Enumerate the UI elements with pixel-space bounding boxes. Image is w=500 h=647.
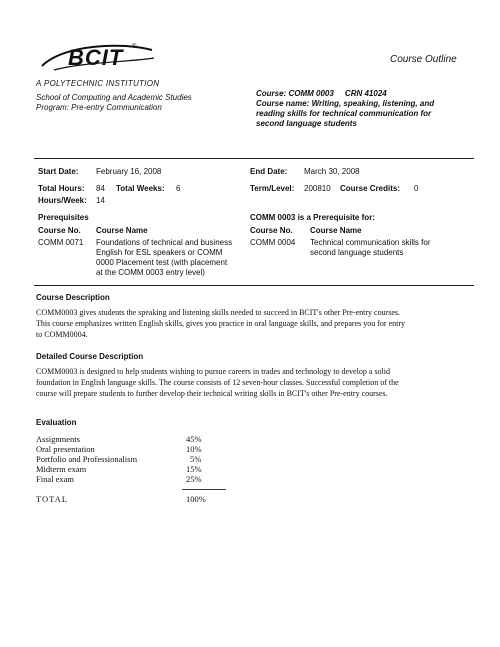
- course-description-line: COMM0003 gives students the speaking and listening skills needed to succeed in BCIT's other Pre-entry courses.: [36, 308, 401, 317]
- course-description-line: to COMM0004.: [36, 330, 88, 339]
- prereq-course-name-line: at the COMM 0003 entry level): [96, 268, 205, 277]
- course-name-line3: second language students: [256, 119, 357, 128]
- detailed-description-line: foundation in English language skills. The course consists of 12 seven-hour classes. Successful completion of the: [36, 378, 399, 387]
- prereq-for-course-name-line: Technical communication skills for: [310, 238, 431, 247]
- prereq-course-name: [96, 238, 246, 278]
- prerequisites-heading: Prerequisites: [38, 213, 89, 222]
- evaluation-item-pct: 5%: [190, 454, 202, 464]
- evaluation-heading: Evaluation: [36, 418, 77, 427]
- prereq-for-col-course-no: Course No.: [250, 226, 293, 235]
- evaluation-row: [36, 434, 236, 444]
- start-date-label: Start Date:: [38, 167, 79, 176]
- evaluation-item-pct: 25%: [186, 474, 202, 484]
- prereq-col-course-name: Course Name: [96, 226, 148, 235]
- course-name-line2: reading skills for technical communication for: [256, 109, 432, 118]
- evaluation-table: [36, 434, 236, 484]
- evaluation-row: [36, 474, 236, 484]
- prereq-for-course-name: [310, 238, 460, 258]
- evaluation-item-pct: 15%: [186, 464, 202, 474]
- evaluation-item-name: Oral presentation: [36, 444, 95, 454]
- evaluation-row: [36, 444, 236, 454]
- total-hours-value: 84: [96, 184, 105, 193]
- bcit-logo: [34, 40, 164, 76]
- prereq-for-course-name-line: second language students: [310, 248, 404, 257]
- end-date-label: End Date:: [250, 167, 288, 176]
- prereq-for-heading: COMM 0003 is a Prerequisite for:: [250, 213, 375, 222]
- prereq-course-name-line: 0000 Placement test (with placement: [96, 258, 228, 267]
- detailed-description-line: COMM0003 is designed to help students wishing to pursue careers in trades and technology to develop a solid: [36, 367, 390, 376]
- course-description-heading: Course Description: [36, 293, 110, 302]
- hours-week-label: Hours/Week:: [38, 196, 87, 205]
- evaluation-total-rule: [182, 489, 226, 490]
- hours-week-value: 14: [96, 196, 105, 205]
- evaluation-item-name: Portfolio and Professionalism: [36, 454, 138, 464]
- detailed-description-heading: Detailed Course Description: [36, 352, 144, 361]
- logo-text: BCIT: [68, 45, 124, 70]
- evaluation-item-name: Final exam: [36, 474, 75, 484]
- evaluation-total-value: 100%: [186, 494, 206, 504]
- divider-top: [34, 158, 474, 159]
- total-weeks-value: 6: [176, 184, 181, 193]
- prereq-col-course-no: Course No.: [38, 226, 81, 235]
- evaluation-item-pct: 45%: [186, 434, 202, 444]
- course-credits-label: Course Credits:: [340, 184, 401, 193]
- program-line: Program: Pre-entry Communication: [36, 103, 162, 112]
- course-description-line: This course emphasizes written English skills, gives you practice in oral language skills, and prepares you for entry: [36, 319, 406, 328]
- evaluation-item-pct: 10%: [186, 444, 202, 454]
- prereq-course-no: COMM 0071: [38, 238, 84, 247]
- term-level-label: Term/Level:: [250, 184, 295, 193]
- end-date-value: March 30, 2008: [304, 167, 360, 176]
- divider-mid: [34, 285, 474, 286]
- registered-mark: ®: [132, 44, 137, 50]
- evaluation-row: [36, 454, 236, 464]
- course-name-line1: Course name: Writing, speaking, listening, and: [256, 99, 435, 108]
- course-credits-value: 0: [414, 184, 419, 193]
- evaluation-item-name: Midterm exam: [36, 464, 87, 474]
- detailed-description-body: [36, 366, 476, 399]
- evaluation-item-name: Assignments: [36, 434, 80, 444]
- evaluation-row: [36, 464, 236, 474]
- doc-type-title: Course Outline: [390, 54, 457, 65]
- prereq-for-course-no: COMM 0004: [250, 238, 296, 247]
- prereq-for-col-course-name: Course Name: [310, 226, 362, 235]
- total-weeks-label: Total Weeks:: [116, 184, 165, 193]
- course-description-body: [36, 307, 476, 340]
- prereq-course-name-line: English for ESL speakers or COMM: [96, 248, 223, 257]
- total-hours-label: Total Hours:: [38, 184, 85, 193]
- detailed-description-line: course will prepare students to further develop their technical writing skills in BCIT's other Pre-entry courses.: [36, 389, 388, 398]
- logo-tagline: A POLYTECHNIC INSTITUTION: [36, 79, 160, 88]
- evaluation-total-label: TOTAL: [36, 494, 69, 504]
- school-line: School of Computing and Academic Studies: [36, 93, 192, 102]
- start-date-value: February 16, 2008: [96, 167, 162, 176]
- term-level-value: 200810: [304, 184, 331, 193]
- prereq-course-name-line: Foundations of technical and business: [96, 238, 233, 247]
- course-code-line: Course: COMM 0003 CRN 41024: [256, 89, 387, 98]
